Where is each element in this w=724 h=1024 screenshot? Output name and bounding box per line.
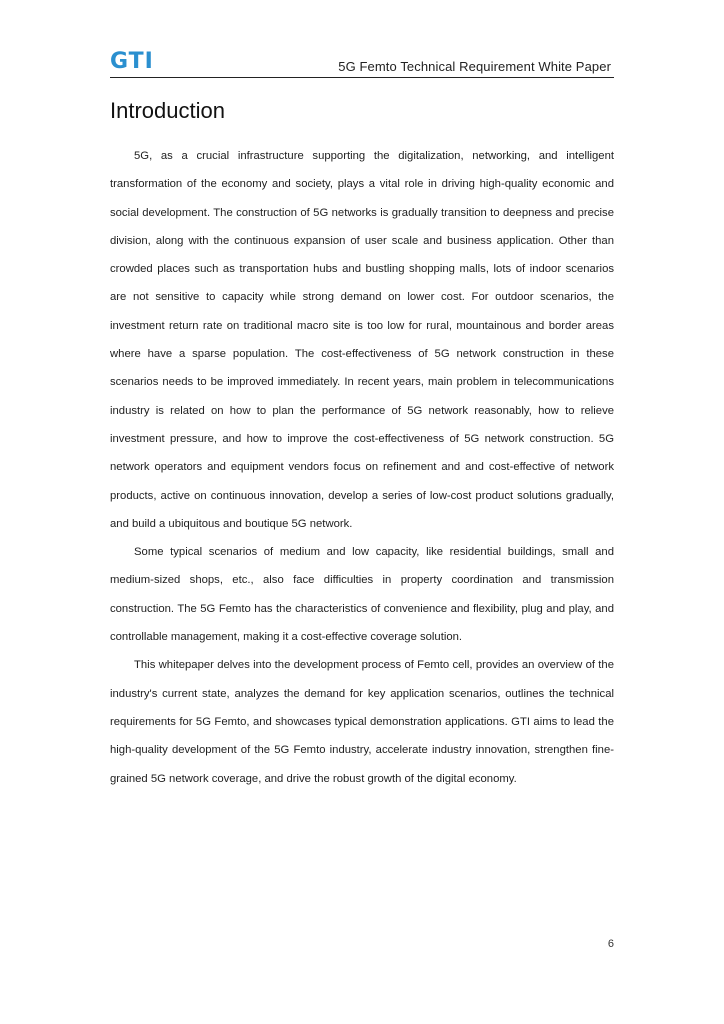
page-title: Introduction	[110, 98, 225, 123]
paragraph-3: This whitepaper delves into the development process of Femto cell, provides an overview of the industry's current state, analyzes the demand for key application scenarios, outlines the technical requirements for 5G Femto, and showcases typical demonstration applications. GTI aims to lead the high-quality development of the 5G Femto industry, accelerate industry innovation, strengthen fine-grained 5G network coverage, and drive the robust growth of the digital economy.	[110, 659, 614, 785]
paragraph-2: Some typical scenarios of medium and low capacity, like residential buildings, small and medium-sized shops, etc., also face difficulties in property coordination and transmission construction. The 5G Femto has the characteristics of convenience and flexibility, plug and play, and controllable management, making it a cost-effective coverage solution.	[110, 546, 614, 644]
gti-logo: GTI	[110, 49, 154, 74]
body-text	[110, 142, 614, 793]
page-number: 6	[607, 938, 614, 950]
page-header	[110, 50, 614, 78]
paragraph-1: 5G, as a crucial infrastructure supporting the digitalization, networking, and intelligent transformation of the economy and society, plays a vital role in driving high-quality economic and social development. The construction of 5G networks is gradually transition to deepness and precise division, along with the continuous expansion of user scale and business application. Other than crowded places such as transportation hubs and bustling shopping malls, lots of indoor scenarios are not sensitive to capacity while strong demand on lower cost. For outdoor scenarios, the investment return rate on traditional macro site is too low for rural, mountainous and border areas where have a sparse population. The cost-effectiveness of 5G network construction in these scenarios needs to be improved immediately. In recent years, main problem in telecommunications industry is related on how to plan the performance of 5G network reasonably, how to relieve investment pressure, and how to improve the cost-effectiveness of 5G network construction. 5G network operators and equipment vendors focus on refinement and and cost-effective of network products, active on continuous innovation, develop a series of low-cost product solutions gradually, and build a ubiquitous and boutique 5G network.	[110, 150, 614, 530]
header-title: 5G Femto Technical Requirement White Paper	[338, 59, 611, 74]
